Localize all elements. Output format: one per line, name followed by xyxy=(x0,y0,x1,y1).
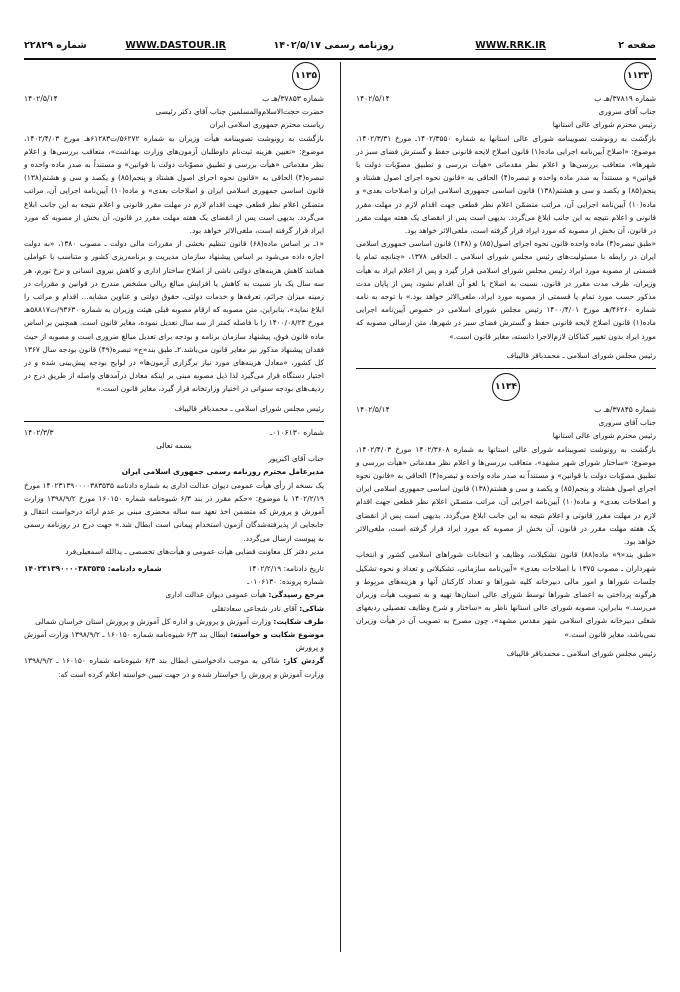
doc-date: ۱۴۰۲/۵/۱۴ xyxy=(356,94,390,103)
item-number-badge: ۱۱۳۴ xyxy=(492,373,520,401)
addressee: جناب آقای اکبرپور xyxy=(268,454,324,464)
addressee: حضرت حجت‌الاسلام‌والمسلمین جناب آقای دکتر رئیسی xyxy=(155,107,324,117)
section-separator xyxy=(356,368,656,369)
item-number-badge: ۱۱۳۳ xyxy=(624,62,652,90)
newspaper-title: روزنامه رسمی ۱۴۰۲/۵/۱۷ xyxy=(273,40,394,51)
doc-date: ۱۴۰۲/۵/۱۴ xyxy=(356,405,390,415)
page-number: صفحه ۲ xyxy=(618,40,656,51)
doc-meta xyxy=(24,426,324,439)
addressee: جناب آقای سروری xyxy=(598,418,656,428)
verdict-date: تاریخ دادنامه: ۱۴۰۲/۲/۱۹ xyxy=(248,563,324,573)
doc-body-quote: «طبق تبصره(۴) ماده واحده قانون نحوه اجرای اصول(۸۵) و (۱۳۸) قانون اساسی جمهوری اسلامی ایران در رابطه با مسئولیت‌های رئیس مجلس شورای اسلامی ـ الحاقی ۱۳۷۸، «چنانچه تمام یا قسمتی از مصوبه مورد ایراد رئیس مجلس شورای اسلامی قرار گیرد و پس از اعلام ایراد به هیأت وزیران، ظرف مدت مقرر در قانون، نسبت به اصلاح یا لغو آن اقدام نشود، پس از پایان مدت مذکور حسب مورد تمام یا قسمتی از مصوبه مورد ایراد، ملغی‌الاثر خواهد بود.» با توجه به نامه شماره ۴۶۲۶۰/هـ مورخ ۱۴۰۰/۴/۰۱ رئیس مجلس شورای اسلامی در خصوص آیین‌نامه اجرایی ماده(۱) قانون اصلاح لایحه قانونی حفظ و گسترش فضای سبز در شهرها، متن ارسالی مصوبه که مورد ایراد بدون تغییر کماکان لازم‌الاجرا دانسته، مغایر قانون است.» xyxy=(356,239,656,341)
doc-date: ۱۴۰۲/۳/۳ xyxy=(24,427,54,437)
dastour-link[interactable]: WWW.DASTOUR.IR xyxy=(125,40,226,51)
complaint-subject: موضوع شکایت و خواسته: ابطال بند ۶/۳ شیوه‌نامه شماره ۱۶۰۱۵۰ ـ ۱۳۹۸/۹/۲ وزارت آموزش و پرورش xyxy=(24,629,324,653)
authority: مرجع رسیدگی: هیأت عمومی دیوان عدالت اداری xyxy=(165,590,324,600)
doc-number: شماره ۳۷۸۴۵/هـ ب xyxy=(594,405,656,415)
signature: رئیس مجلس شورای اسلامی ـ محمدباقر قالیباف xyxy=(506,648,656,658)
workflow: گردش کار: شاکی به موجب دادخواستی ابطال بند ۶/۳ شیوه‌نامه شماره ۱۶۰۱۵۰ ـ ۱۳۹۸/۹/۲ وزارت آموزش و پرورش را خواستار شده و در جهت تبیین خواسته اعلام کرده است که: xyxy=(24,656,324,679)
doc-meta xyxy=(24,92,324,105)
page-header xyxy=(24,38,656,60)
addressee: جناب آقای سروری xyxy=(598,107,656,117)
case-number: شماره پرونده: ۰۱۰۶۱۳۰ـ xyxy=(247,577,324,587)
signature: رئیس مجلس شورای اسلامی ـ محمدباقر قالیباف xyxy=(174,403,324,413)
column-divider xyxy=(340,62,341,952)
addressee-title: مدیرعامل محترم روزنامه رسمی جمهوری اسلامی ایران xyxy=(121,467,324,477)
addressee-title: رئیس محترم شورای عالی استانها xyxy=(552,120,656,130)
doc-body: بازگشت به رونوشت تصویبنامه شورای عالی استانها به شماره ۱۴۰۲/۳۵۵۰ـ مورخ ۱۴۰۲/۳/۳۱، موضوع: «اصلاح آیین‌نامه اجرایی ماده(۱) قانون اصلاح لایحه قانونی حفظ و گسترش فضای سبز در شهرها»، متعاقب بررسی‌ها و اعلام نظر مقدماتی «هیأت بررسی و تطبیق مصوّبات دولت با قوانین» و مستنداً به صدر ماده واحده و تبصره(۴) الحاقی به «قانون نحوه اجرای اصول هشتاد و پنجم(۸۵) و یکصد و سی و هشتم(۱۳۸) قانون اساسی جمهوری اسلامی ایران و اصلاحات بعدی» و ماده(۱۰) آیین‌نامه اجرایی آن، مراتب متضمّن اعلام نظر قطعی جهت اقدام لازم در مهلت مقرر قانونی و اعلام نتیجه به این جانب ابلاغ می‌گردد. بدیهی است پس از انقضای یک هفته مهلت مقرر در قانون، آن بخش از مصوبه که مورد ایراد قرار گرفته است، ملغی‌الاثر خواهد بود. xyxy=(356,133,656,236)
addressee-title: رئیس محترم شورای عالی استانها xyxy=(552,431,656,441)
signature: رئیس مجلس شورای اسلامی ـ محمدباقر قالیباف xyxy=(506,350,656,360)
signature: مدیر دفتر کل معاونت قضایی هیأت عمومی و هیأت‌های تخصصی ـ یدالله اسمعیلی‌فرد xyxy=(65,546,324,556)
doc-date: ۱۴۰۲/۵/۱۴ xyxy=(24,94,58,103)
doc-number: شماره ۳۷۸۵۳/هـ ب xyxy=(262,94,324,103)
doc-body-quote: «۱ـ بر اساس ماده(۶۸) قانون تنظیم بخشی از مقررات مالی دولت ـ مصوب ۱۳۸۰، «به دولت اجازه داده می‌شود بر اساس پیشنهاد سازمان مدیریت و برنامه‌ریزی کشور و متناسب با عواملی همانند کاهش هزینه‌های دولتی ناشی از اصلاح ساختار اداری و کاهش نیروی انسانی و نرخ تورم، هر سه سال یک بار نسبت به کاهش یا افزایش مبالغ ریالی مشخص مندرج در قوانین و مقررات در زمینه میزان جرائم، تعرفه‌ها و خدمات دولتی، حقوق دولتی و عناوین مشابه... اقدام و مراتب را ابلاغ نماید»، بنابراین، متن مصوبه که ارقام مصوبه قبلی هیئت وزیران به شماره ۹۳۶۳۰/ت۵۸۸۱۷هـ مورخ ۱۴۰۰/۰۸/۲۳ را با فاصله کمتر از سه سال تعدیل نموده، مغایر قانون است. همچنین بر اساس ماده قانون فوق، پیشنهاد سازمان برنامه و بودجه برای تعدیل مبالغ ضروری است و مصوبه از حیث فقدان پیشنهاد مذکور نیز مغایر قانون می‌باشد.۲ـ طبق بند«ج» تبصره(۴۹) قانون بودجه سال ۱۳۶۷ کل کشور، «معادل هزینه‌های مورد نیاز برگزاری آزمون‌ها» در لوایح بودجه پیش‌بینی شده و در اختیار دستگاه قرار می‌گیرد لذا ذیل مصوبه مبنی بر اینکه معادل درآمدهای واصله از طریق درج در ردیف‌های بودجه سنواتی در اختیار وزارتخانه قرار گیرد، مغایر قانون است.» xyxy=(24,239,325,394)
doc-number: شماره ۰۱۰۶۱۳۰ـ xyxy=(270,427,324,437)
doc-meta xyxy=(356,92,656,105)
item-number-badge: ۱۱۳۵ xyxy=(292,62,320,90)
doc-body: بازگشت به رونوشت تصویبنامه هیأت وزیران به شماره ۵۶۲۷۲/ت۶۱۲۸۳هـ مورخ ۱۴۰۲/۴/۰۳، موضوع: «تعیین هزینه ثبت‌نام داوطلبان آزمون‌های وزارت بهداشت»، متعاقب بررسی‌ها و اعلام نظر مقدماتی «هیأت بررسی و تطبیق مصوّبات دولت با قوانین» و مستنداً به صدر ماده واحده و تبصره(۴) الحاقی به «قانون نحوه اجرای اصول هشتاد و پنجم(۸۵) و یکصد و سی و هشتم(۱۳۸) قانون اساسی جمهوری اسلامی ایران و اصلاحات بعدی» و ماده(۱۰) آیین‌نامه اجرایی آن، مراتب متضمّن اعلام نظر قطعی جهت اقدام لازم در مهلت مقرر قانونی و اعلام نتیجه به این جانب ابلاغ می‌گردد. بدیهی است پس از انقضای یک هفته مهلت مقرر در قانون، آن بخش از مصوبه که مورد ایراد قرار گرفته است، ملغی‌الاثر خواهد بود. xyxy=(24,133,324,236)
right-column xyxy=(356,62,656,660)
defendant: طرف شکایت: وزارت آموزش و پرورش و اداره کل آموزش و پرورش استان خراسان شمالی xyxy=(35,616,324,626)
doc-meta xyxy=(356,403,656,416)
rrk-link[interactable]: WWW.RRK.IR xyxy=(475,40,546,51)
left-column xyxy=(24,62,324,681)
doc-body: بازگشت به رونوشت تصویبنامه شورای عالی استانها به شماره ۱۴۰۲/۳۶۰۸ مورخ ۱۴۰۲/۴/۰۳، موضوع: «ساختار شورای شهر مشهد»، متعاقب بررسی‌ها و اعلام نظر مقدماتی «هیأت بررسی و تطبیق مصوّبات دولت با قوانین» و مستنداً به صدر ماده واحده و تبصره(۴) الحاقی به «قانون نحوه اجرای اصول هشتاد و پنجم(۸۵) و یکصد و سی و هشتم(۱۳۸) قانون اساسی جمهوری اسلامی ایران و اصلاحات بعدی» و ماده(۱۰) آیین‌نامه اجرایی آن، مراتب متضمّن اعلام نظر قطعی جهت اقدام لازم در مهلت مقرر قانونی و اعلام نتیجه به این جانب ابلاغ می‌گردد. بدیهی است پس از انقضای یک هفته مهلت مقرر در قانون، آن بخش از مصوبه که مورد ایراد قرار گرفته است، ملغی‌الاثر خواهد بود. xyxy=(356,444,657,547)
section-separator xyxy=(24,421,324,422)
verdict-meta xyxy=(24,562,324,575)
basmala: بسمه تعالی xyxy=(156,441,192,451)
issue-number: شماره ۲۲۸۲۹ xyxy=(24,40,87,51)
addressee-title: ریاست محترم جمهوری اسلامی ایران xyxy=(209,120,324,130)
doc-body: یک نسخه از رأی هیأت عمومی دیوان عدالت اداری به شماره دادنامه ۱۴۰۲۳۱۳۹۰۰۰۰۳۸۳۵۳۵ مورخ ۱۴۰۲/۲/۱۹ با موضوع: «حکم مقرر در بند ۶/۳ شیوه‌نامه شماره ۱۶۰۱۵۰ مورخ ۱۳۹۸/۹/۲ وزارت آموزش و پرورش که متضمن اخذ تعهد سه ساله محضری مبنی بر عدم ارائه درخواست انتقال و جابجایی از پذیرفته‌شدگان آزمون استخدام پیمانی است ابطال شد.» جهت درج در روزنامه رسمی به پیوست ارسال می‌گردد. xyxy=(24,480,324,543)
doc-number: شماره ۳۷۸۱۹/هـ ب xyxy=(594,94,656,103)
verdict-number: شماره دادنامه: ۱۴۰۲۳۱۳۹۰۰۰۰۳۸۳۵۳۵ xyxy=(24,563,162,573)
plaintiff: شاکی: آقای نادر شجاعی سعادتقلی xyxy=(211,603,324,613)
doc-body-quote: «طبق بند«۹» ماده(۸۸) قانون تشکیلات، وظایف و انتخابات شوراهای اسلامی کشور و انتخاب شهرداران ـ مصوب ۱۳۷۵ با اصلاحات بعدی» «آیین‌نامه سازمانی، تشکیلاتی و تعداد و نحوه تشکیل جلسات شوراها و امور مالی دبیرخانه کلیه شوراها و تعداد کارکنان آنها و هزینه‌های مربوط و هرگونه پرداختی به اعضای شوراها توسط شورای عالی استان‌ها تهیه و به تصویب هیأت وزیران می‌رسد.» بنابراین، مصوبه شورای عالی استانها ناظر به «ساختار و شرح وظایف تفصیلی ردیفهای شغلی دبیرخانه شورای اسلامی شهر مقدس مشهد»، چون مصرح به تصویب آن در هیأت وزیران نمی‌باشد، مغایر قانون است.» xyxy=(356,550,656,639)
